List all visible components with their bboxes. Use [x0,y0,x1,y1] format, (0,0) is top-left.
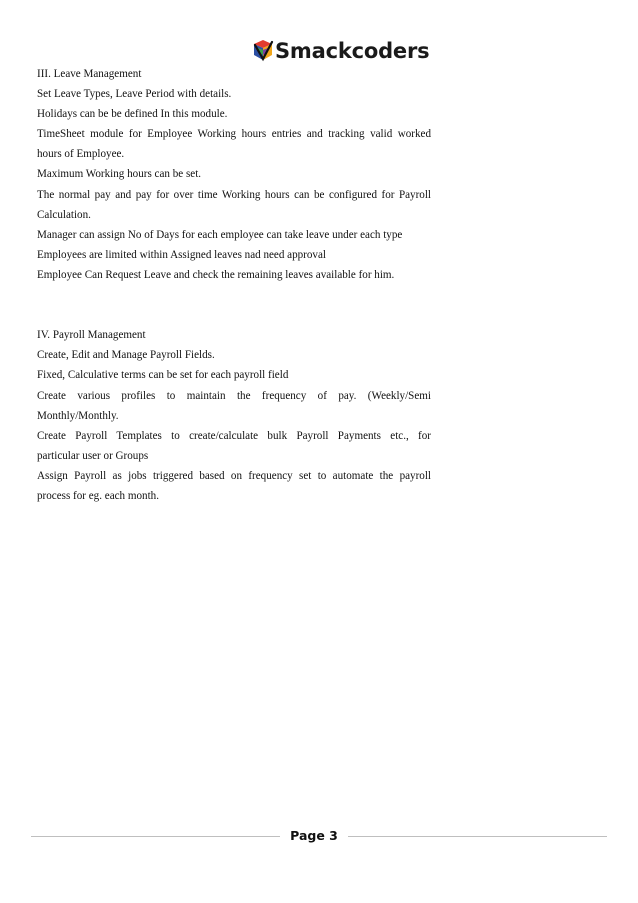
footer-divider-left [31,836,280,837]
body-line: Maximum Working hours can be set. [37,168,202,181]
body-line: Create, Edit and Manage Payroll Fields. [37,349,215,362]
body-line: TimeSheet module for Employee Working hours entries and tracking valid worked [37,128,431,141]
document-body [37,64,431,506]
body-line: Assign Payroll as jobs triggered based on frequency set to automate the payroll [37,469,431,482]
body-line: Employee Can Request Leave and check the remaining leaves available for him. [37,268,395,281]
section-heading: III. Leave Management [37,68,142,80]
body-line: The normal pay and pay for over time Working hours can be configured for Payroll [37,188,431,201]
smackcoders-cube-icon [252,39,274,63]
body-line: particular user or Groups [37,449,149,462]
body-line: Create Payroll Templates to create/calculate bulk Payroll Payments etc., for [37,429,431,442]
brand-name: Smackcoders [275,39,430,63]
footer-divider-right [348,836,607,837]
page-number: Page 3 [290,828,338,843]
body-line: Manager can assign No of Days for each employee can take leave under each type [37,228,403,241]
body-line: process for eg. each month. [37,489,159,502]
body-line: Monthly/Monthly. [37,409,119,422]
body-line: Calculation. [37,208,91,221]
body-line: Create various profiles to maintain the frequency of pay. (Weekly/Semi [37,389,431,402]
section-spacer [37,285,431,325]
body-line: hours of Employee. [37,148,125,161]
body-line: Set Leave Types, Leave Period with details. [37,88,232,101]
body-line: Holidays can be be defined In this module. [37,108,228,121]
brand-logo [252,36,429,66]
section-payroll-management [37,325,431,506]
section-heading: IV. Payroll Management [37,329,146,342]
body-line: Fixed, Calculative terms can be set for each payroll field [37,369,289,382]
section-leave-management [37,64,431,285]
body-line: Employees are limited within Assigned leaves nad need approval [37,248,326,261]
